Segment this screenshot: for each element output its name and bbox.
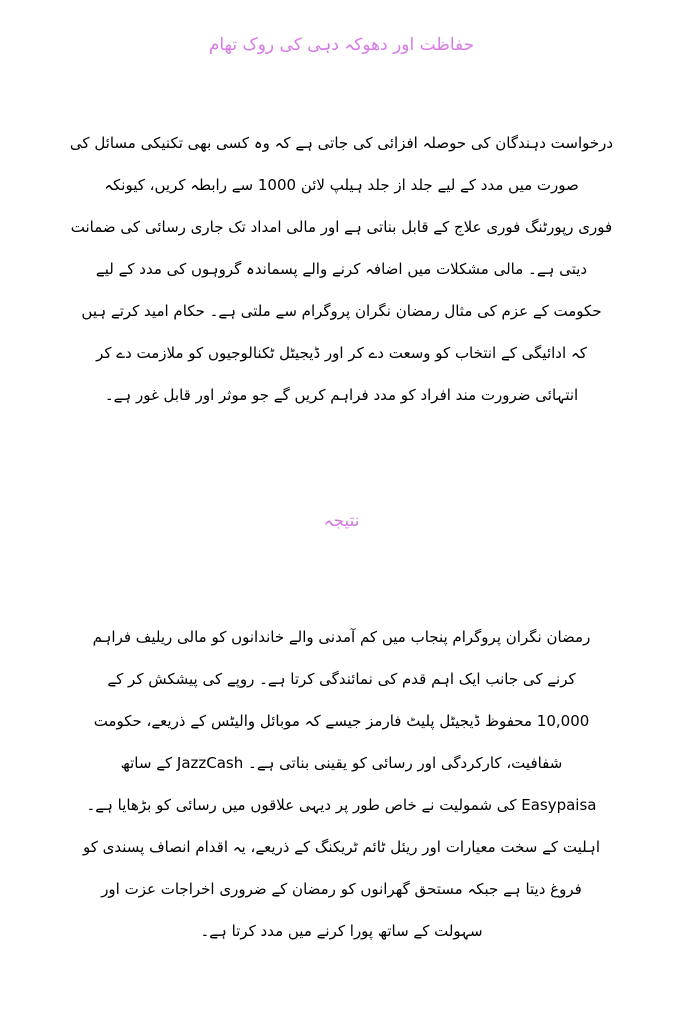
- paragraph-line: فوری رپورٹنگ فوری علاج کے قابل بناتی ہے اور مالی امداد تک جاری رسائی کی ضمانت: [70, 218, 613, 236]
- paragraph-line: کہ ادائیگی کے انتخاب کو وسعت دے کر اور ڈیجیٹل ٹکنالوجیوں کو ملازمت دے کر: [96, 344, 587, 362]
- paragraph-line: Easypaisa کی شمولیت نے خاص طور پر دیہی علاقوں میں رسائی کو بڑھایا ہے۔: [86, 796, 597, 814]
- paragraph-line: صورت میں مدد کے لیے جلد از جلد ہیلپ لائن 1000 سے رابطہ کریں، کیونکہ: [104, 176, 579, 194]
- conclusion-heading: نتیجہ: [323, 511, 360, 531]
- paragraph-line: شفافیت، کارکردگی اور رسائی کو یقینی بناتی ہے۔ JazzCash کے ساتھ: [120, 754, 563, 772]
- paragraph-line: 10,000 محفوظ ڈیجیٹل پلیٹ فارمز جیسے کہ موبائل والیٹس کے ذریعے، حکومت: [93, 712, 590, 730]
- paragraph-line: فروغ دیتا ہے جبکہ مستحق گھرانوں کو رمضان کے ضروری اخراجات عزت اور: [101, 880, 582, 898]
- section-title: حفاظت اور دھوکہ دہی کی روک تھام: [208, 35, 475, 55]
- paragraph-line: رمضان نگران پروگرام پنجاب میں کم آمدنی والے خاندانوں کو مالی ریلیف فراہم: [92, 628, 591, 646]
- paragraph-line: درخواست دہندگان کی حوصلہ افزائی کی جاتی ہے کہ وہ کسی بھی تکنیکی مسائل کی: [69, 134, 614, 152]
- paragraph-1: [10, 122, 673, 416]
- paragraph-line: سہولت کے ساتھ پورا کرنے میں مدد کرتا ہے۔: [200, 922, 483, 940]
- paragraph-2: [10, 616, 673, 952]
- paragraph-line: انتہائی ضرورت مند افراد کو مدد فراہم کریں گے جو موثر اور قابل غور ہے۔: [104, 386, 579, 404]
- paragraph-line: اہلیت کے سخت معیارات اور ریئل ٹائم ٹریکنگ کے ذریعے، یہ اقدام انصاف پسندی کو: [82, 838, 601, 856]
- paragraph-line: حکومت کے عزم کی مثال رمضان نگران پروگرام سے ملتی ہے۔ حکام امید کرتے ہیں: [81, 302, 602, 320]
- paragraph-line: دیتی ہے۔ مالی مشکلات میں اضافہ کرنے والے پسماندہ گروہوں کی مدد کے لیے: [95, 260, 588, 278]
- paragraph-line: کرنے کی جانب ایک اہم قدم کی نمائندگی کرتا ہے۔ روپے کی پیشکش کر کے: [107, 670, 576, 688]
